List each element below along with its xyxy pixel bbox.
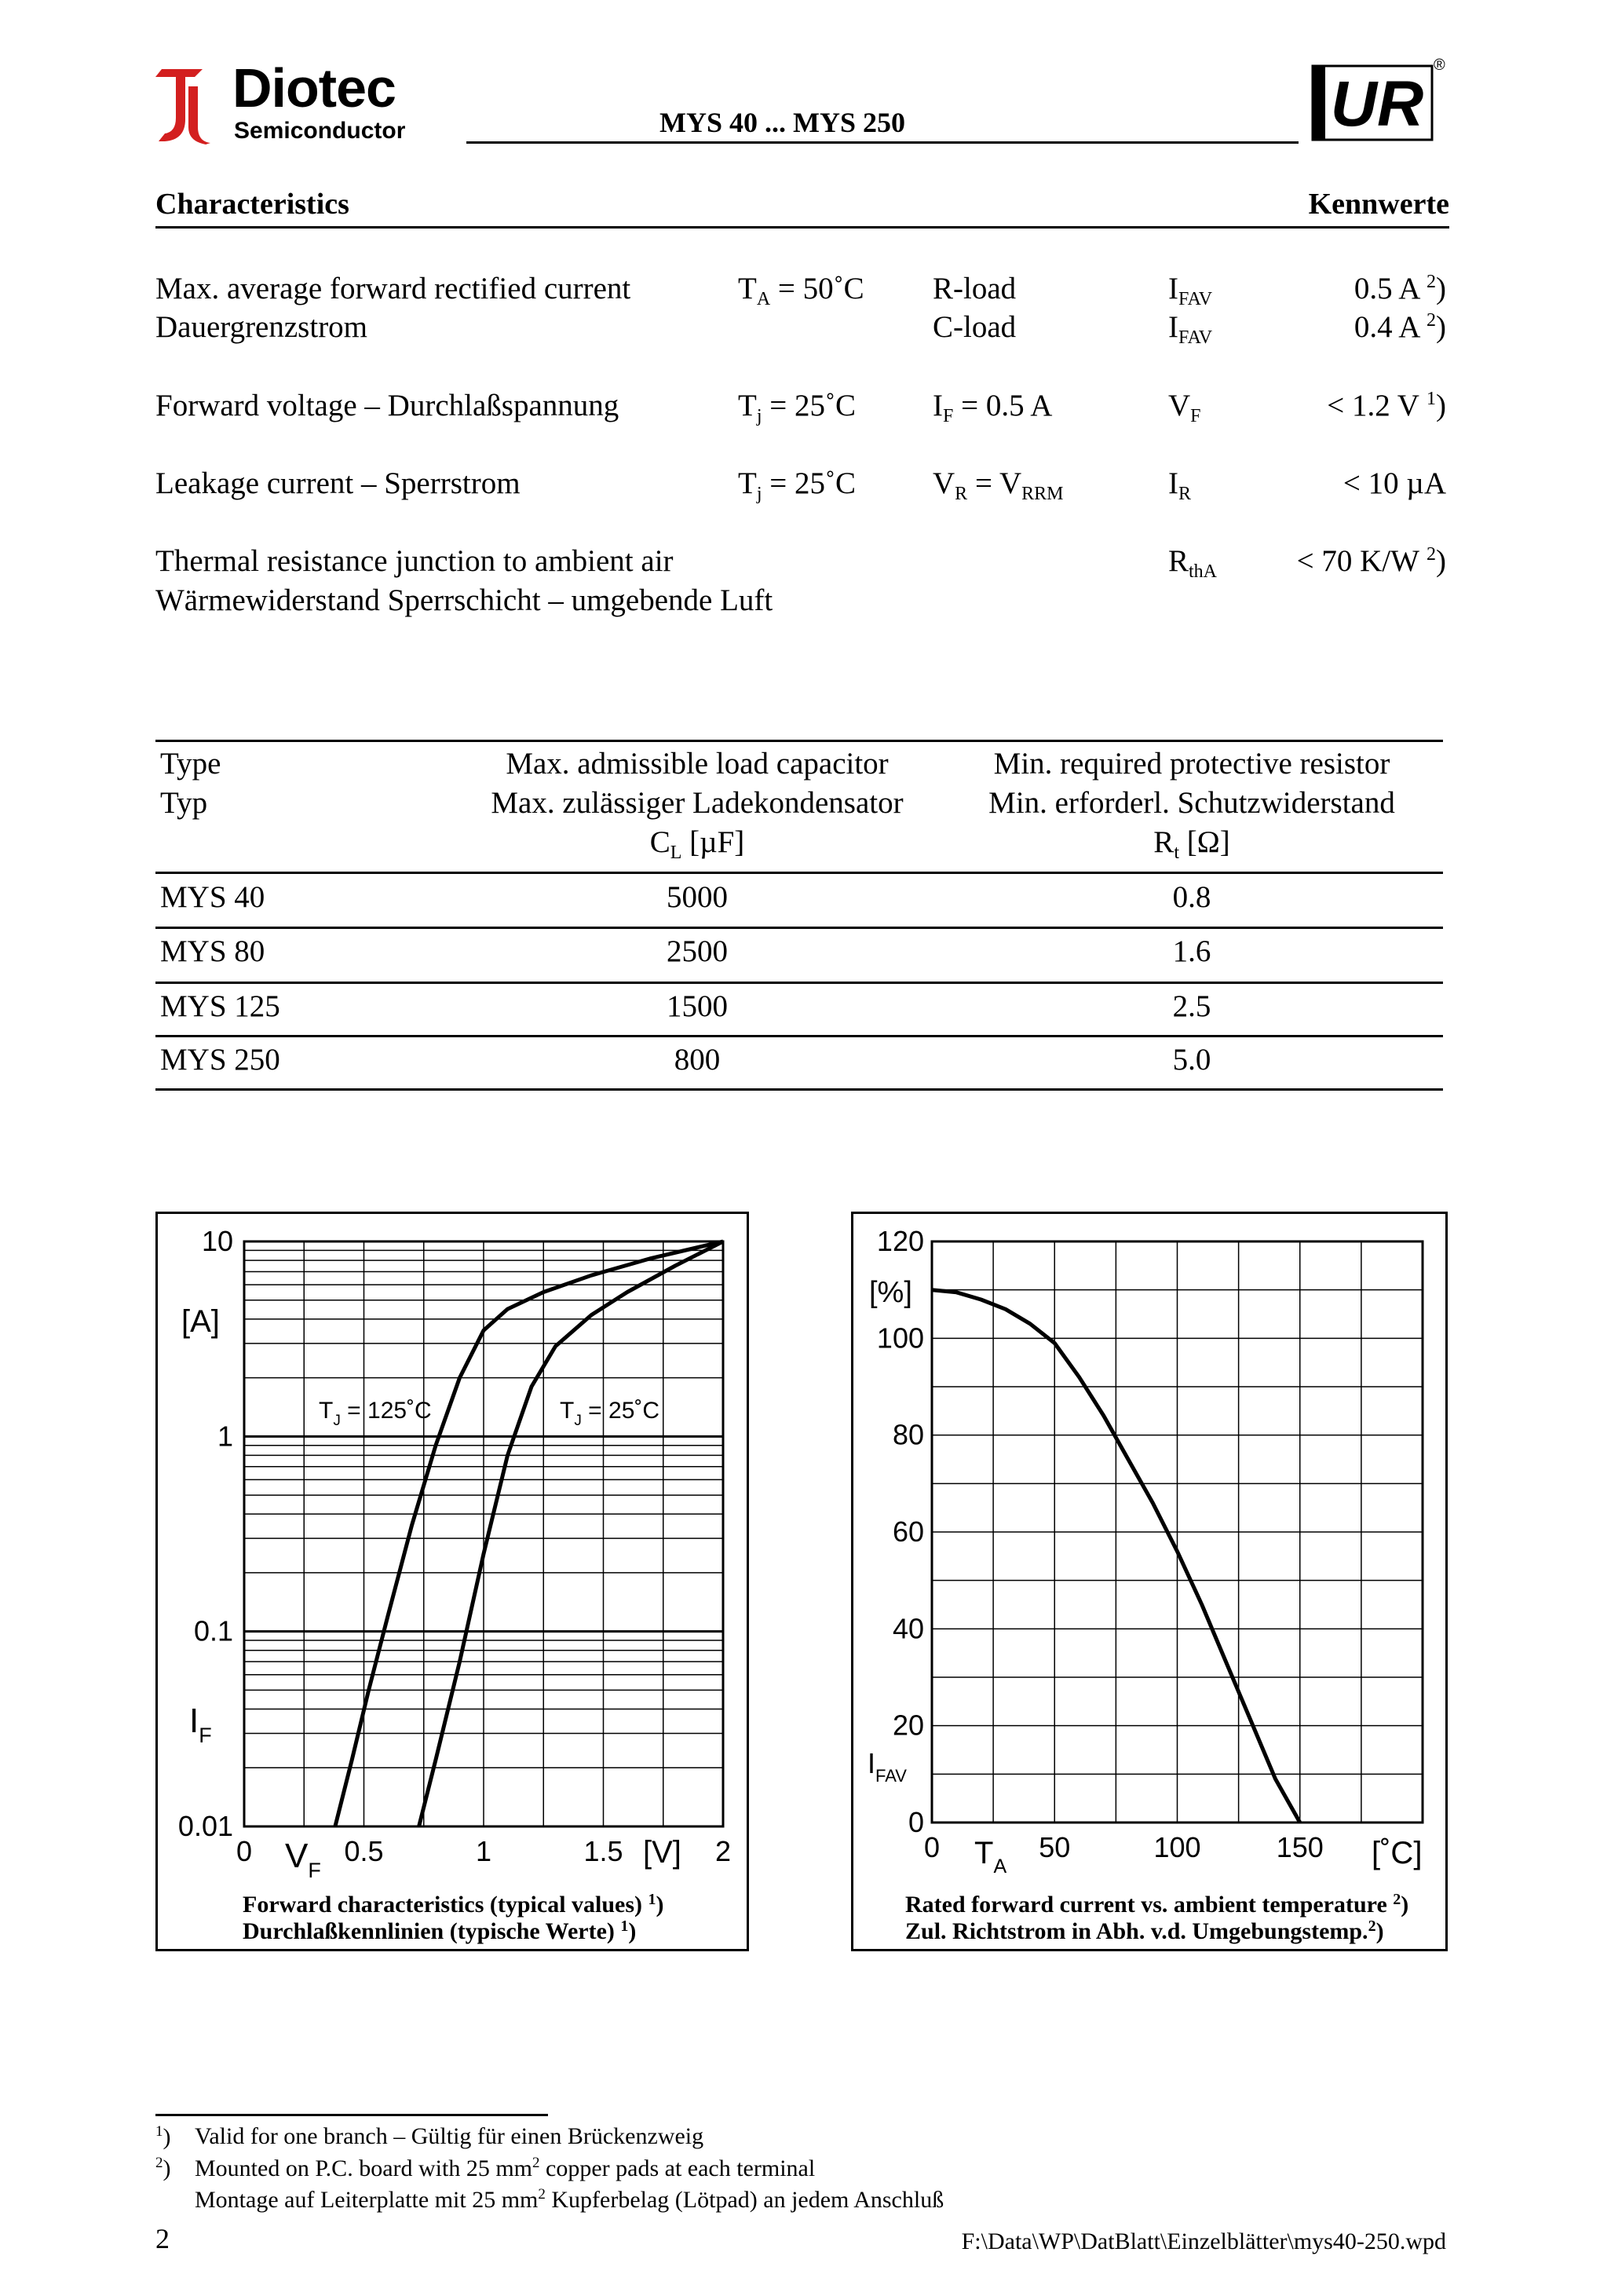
header-resistor-de: Min. erforderl. Schutzwiderstand (988, 786, 1395, 820)
y-tick-label: 0.1 (193, 1614, 233, 1647)
chart1-caption-de: Durchlaßkennlinien (typische Werte) $^1$) (243, 1918, 637, 1944)
ifav-symbol-c: $I_{FAV}$ (1168, 310, 1213, 348)
footnote-rule (155, 2114, 548, 2116)
ur-certification-mark (1310, 57, 1448, 143)
row-capacitor: 1500 (667, 989, 728, 1023)
ir-condition-tj: $T_j$ = 25˚C (738, 466, 856, 504)
row-capacitor: 2500 (667, 934, 728, 968)
header-capacitor-de: Max. zulässiger Ladekondensator (491, 786, 904, 820)
row-resistor: 0.8 (1172, 880, 1211, 914)
forward-characteristics-plot (158, 1214, 747, 1949)
derating-plot (853, 1214, 1445, 1949)
y-tick-label: 80 (892, 1418, 924, 1451)
table-bottom-rule (155, 1088, 1443, 1091)
x-tick-label: 0 (923, 1831, 941, 1863)
table-top-rule (155, 740, 1443, 742)
derating-chart (851, 1212, 1448, 1951)
row-type: MYS 250 (160, 1043, 280, 1077)
x-axis-unit: [˚C] (1372, 1836, 1423, 1870)
header-capacitor-en: Max. admissible load capacitor (506, 747, 889, 781)
x-axis-unit: [V] (643, 1835, 681, 1870)
y-axis-symbol: $I_{FAV}$ (868, 1747, 907, 1786)
ifav-label-de: Dauergrenzstrom (155, 310, 368, 344)
x-tick-label: 0.5 (344, 1835, 384, 1867)
row-capacitor: 800 (674, 1043, 721, 1077)
row-type: MYS 40 (160, 880, 265, 914)
footnote-1-text: Valid for one branch – Gültig für einen Brückenzweig (195, 2123, 704, 2149)
brand-subtitle: Semiconductor (234, 118, 406, 144)
rth-symbol: $R_{thA}$ (1168, 544, 1218, 582)
ifav-value-r: 0.5 A $^2$) (1353, 272, 1446, 305)
row-type: MYS 80 (160, 934, 265, 968)
row-rule (155, 982, 1443, 984)
y-tick-label: 10 (201, 1225, 233, 1257)
series-label-tj-125: $T_J$ = 125˚C (319, 1398, 432, 1429)
page-number: 2 (155, 2223, 170, 2254)
x-axis-symbol: $V_F$ (285, 1837, 321, 1882)
footnote-2-text-de: Montage auf Leiterplatte mit 25 $mm^2$ Kupferbelag (Lötpad) an jedem Anschluß (195, 2186, 944, 2213)
footnote-1-mark: $^1$) (155, 2123, 171, 2150)
rth-label-de: Wärmewiderstand Sperrschicht – umgebende Luft (155, 583, 773, 617)
y-tick-label: 120 (876, 1225, 924, 1257)
y-tick-label: 0 (908, 1806, 924, 1838)
x-tick-label: 1.5 (583, 1835, 623, 1867)
ir-condition-vr: $V_R = V_{RRM}$ (933, 466, 1064, 504)
y-axis-symbol: $I_F$ (189, 1702, 212, 1747)
y-tick-label: 20 (892, 1709, 924, 1742)
ur-certification-icon (1310, 61, 1448, 143)
row-resistor: 5.0 (1172, 1043, 1211, 1077)
diotec-logo-icon (154, 63, 217, 145)
header-resistor-unit: $R_t$ [Ω] (1153, 825, 1230, 863)
vf-condition-if: $I_F = 0.5$ A (933, 389, 1053, 426)
series-label-tj-25: $T_J$ = 25˚C (560, 1398, 660, 1429)
vf-symbol: $V_F$ (1168, 389, 1201, 426)
x-axis-symbol: $T_A$ (974, 1836, 1007, 1877)
footnote-2-mark: $^2$) (155, 2155, 171, 2181)
chart2-caption-en: Rated forward current vs. ambient temperature $^2$) (905, 1891, 1409, 1918)
ifav-symbol-r: $I_{FAV}$ (1168, 272, 1213, 309)
chart2-caption-de: Zul. Richtstrom in Abh. v.d. Umgebungstemp.$^2$) (905, 1918, 1384, 1944)
brand-name: Diotec (232, 57, 396, 119)
rth-value: < 70 K/W $^2$) (1296, 544, 1446, 578)
section-rule (155, 226, 1449, 229)
vf-condition-tj: $T_j$ = 25˚C (738, 389, 856, 426)
y-axis-unit: [A] (181, 1304, 220, 1339)
ir-label: Leakage current – Sperrstrom (155, 466, 521, 500)
row-type: MYS 125 (160, 989, 280, 1023)
ir-value: < 10 µA (1343, 466, 1446, 500)
vf-value: < 1.2 V $^1$) (1327, 389, 1446, 422)
ifav-condition: $T_A$ = 50˚C (738, 272, 864, 309)
y-tick-label: 100 (876, 1322, 924, 1355)
table-header-rule (155, 872, 1443, 874)
vf-label: Forward voltage – Durchlaßspannung (155, 389, 619, 422)
file-path: F:\Data\WP\DatBlatt\Einzelblätter\mys40-250.wpd (961, 2228, 1446, 2254)
row-resistor: 1.6 (1172, 934, 1211, 968)
ifav-r-load: R-load (933, 272, 1017, 305)
header-type-en: Type (160, 747, 221, 781)
row-rule (155, 927, 1443, 929)
chart1-caption-en: Forward characteristics (typical values) $^1$) (243, 1891, 664, 1918)
y-tick-label: 0.01 (177, 1810, 233, 1842)
x-tick-label: 2 (714, 1835, 732, 1867)
registered-mark: ® (1434, 57, 1445, 74)
curve-tj-125 (335, 1241, 723, 1826)
row-capacitor: 5000 (667, 880, 728, 914)
forward-characteristics-chart (155, 1212, 749, 1951)
curve-tj-25 (419, 1241, 723, 1826)
y-tick-label: 40 (892, 1612, 924, 1645)
ifav-c-load: C-load (933, 310, 1017, 344)
header-rule (466, 141, 1299, 144)
y-axis-unit: [%] (869, 1276, 912, 1309)
ir-symbol: $I_R$ (1168, 466, 1192, 504)
header-type-de: Typ (160, 786, 208, 820)
x-tick-label: 50 (1039, 1831, 1071, 1863)
footnote-2-text-en: Mounted on P.C. board with 25 $mm^2$ copper pads at each terminal (195, 2155, 816, 2181)
y-tick-label: 60 (892, 1515, 924, 1548)
ifav-value-c: 0.4 A $^2$) (1353, 310, 1446, 344)
header-resistor-en: Min. required protective resistor (993, 747, 1390, 781)
row-rule (155, 1035, 1443, 1037)
section-title-en: Characteristics (155, 188, 349, 221)
x-tick-label: 0 (236, 1835, 253, 1867)
x-tick-label: 150 (1276, 1831, 1324, 1863)
ifav-label-en: Max. average forward rectified current (155, 272, 631, 305)
x-tick-label: 100 (1153, 1831, 1201, 1863)
row-resistor: 2.5 (1172, 989, 1211, 1023)
header-capacitor-unit: $C_L$ [µF] (649, 825, 745, 863)
ur-mark-text: UR (1330, 68, 1424, 140)
y-tick-label: 1 (217, 1420, 233, 1453)
document-title: MYS 40 ... MYS 250 (659, 107, 905, 138)
rth-label-en: Thermal resistance junction to ambient air (155, 544, 674, 578)
section-title-de: Kennwerte (1308, 188, 1449, 221)
x-tick-label: 1 (475, 1835, 492, 1867)
